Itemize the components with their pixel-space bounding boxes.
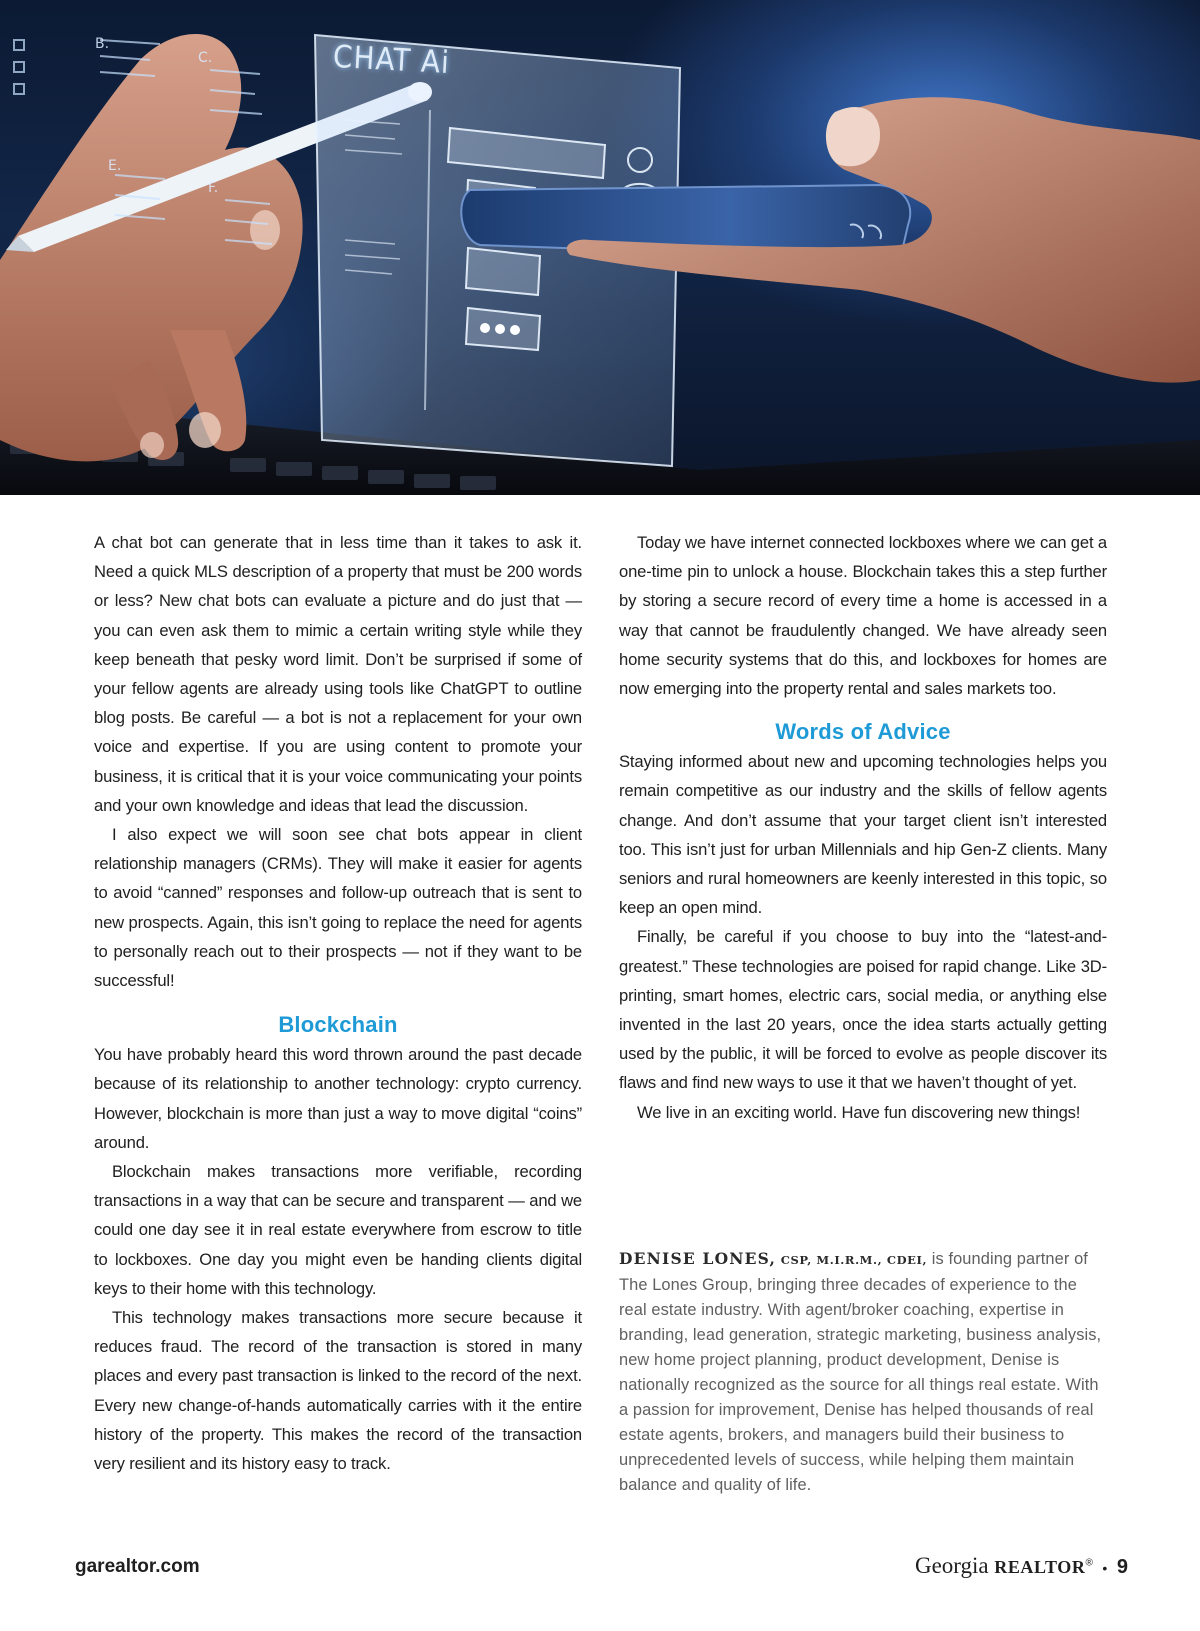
paragraph: Finally, be careful if you choose to buy into the “latest-and-greatest.” These technologies are poised for rapid change. Like 3D-printing, smart homes, electric cars, social media, or anything else invented in the last 20 years, once the idea starts actually getting used by the public, it will be forced to evolve as people discover its flaws and find new ways to use it that we haven’t thought of yet. (619, 927, 1107, 1093)
checklist-letter: B. (95, 36, 110, 52)
author-bio-text: is founding partner of The Lones Group, bringing three decades of experience to the real estate industry. With agent/broker coaching, expertise in branding, lead generation, strategic marketing, business analysis, new home project planning, product development, Denise is nationally recognized as the source for all things real estate. With a passion for improvement, Denise has helped thousands of real estate agents, brokers, and managers build their business to unprecedented levels of success, while helping them maintain balance and quality of life. (619, 1250, 1102, 1494)
author-bio (619, 1246, 1107, 1498)
page-number: 9 (1116, 1556, 1128, 1578)
paragraph: A chat bot can generate that in less time than it takes to ask it. Need a quick MLS description of a property that must be 200 words or less? New chat bots can evaluate a picture and do just that — you can even ask them to mimic a certain writing style while they keep beneath that pesky word limit. Don’t be surprised if some of your fellow agents are already using tools like ChatGPT to outline blog posts. Be careful — a bot is not a replacement for your own voice and expertise. If you are using content to promote your business, it is critical that it is your voice communicating your points and your own knowledge and ideas that lead the discussion. (94, 533, 582, 815)
registered-mark: ® (1085, 1557, 1093, 1569)
checklist-letter: C. (198, 50, 213, 66)
author-name: DENISE LONES, (619, 1249, 777, 1268)
hero-illustration (0, 0, 1200, 495)
paragraph: You have probably heard this word thrown around the past decade because of its relationship to another technology: crypto currency. However, blockchain is more than just a way to move digital “coins” around. (94, 1045, 582, 1152)
section-heading-blockchain: Blockchain (278, 1012, 398, 1038)
paragraph: I also expect we will soon see chat bots appear in client relationship managers (CRMs). They will make it easier for agents to avoid “canned” responses and follow-up outreach that is sent to new prospects. Again, this isn’t going to replace the need for agents to personally reach out to their prospects — not if they want to be successful! (94, 825, 582, 991)
left-column (94, 528, 582, 1478)
checklist-letter: E. (108, 158, 122, 174)
checklist-letter: F. (208, 180, 219, 196)
paragraph: Staying informed about new and upcoming technologies helps you remain competitive as our industry and the skills of fellow agents change. And don’t assume that your target client isn’t interested too. This isn’t just for urban Millennials and hip Gen-Z clients. Many seniors and rural homeowners are keenly interested in this topic, so keep an open mind. (619, 752, 1107, 918)
magazine-brand: REALTOR (994, 1557, 1086, 1577)
right-column (619, 528, 1107, 1127)
paragraph: Today we have internet connected lockboxes where we can get a one-time pin to unlock a house. Blockchain takes this a step further by storing a secure record of every time a home is accessed in a way that cannot be fraudulently changed. We have already seen home security systems that do this, and lockboxes for homes are now emerging into the property rental and sales markets too. (619, 533, 1107, 699)
magazine-name: Georgia (914, 1553, 989, 1578)
chat-panel-title: CHAT Ai (332, 38, 451, 82)
hero-image (0, 0, 1200, 495)
section-heading-words-of-advice: Words of Advice (775, 719, 951, 745)
footer-website: garealtor.com (75, 1556, 200, 1577)
footer-separator: • (1102, 1560, 1108, 1576)
paragraph: This technology makes transactions more secure because it reduces fraud. The record of the transaction is stored in many places and every past transaction is linked to the record of the next. Every new change-of-hands automatically carries with it the entire history of the property. This makes the record of the transaction very resilient and its history easy to track. (94, 1308, 582, 1474)
paragraph: We live in an exciting world. Have fun discovering new things! (637, 1102, 1081, 1122)
author-credentials: CSP, M.I.R.M., CDEI, (780, 1253, 928, 1267)
paragraph: Blockchain makes transactions more verifiable, recording transactions in a way that can be secure and transparent — and we could one day see it in real estate everywhere from escrow to title to lockboxes. One day you might even be handing clients digital keys to their home with this technology. (94, 1162, 582, 1298)
left-hand (0, 34, 303, 461)
footer-folio (915, 1553, 1128, 1579)
